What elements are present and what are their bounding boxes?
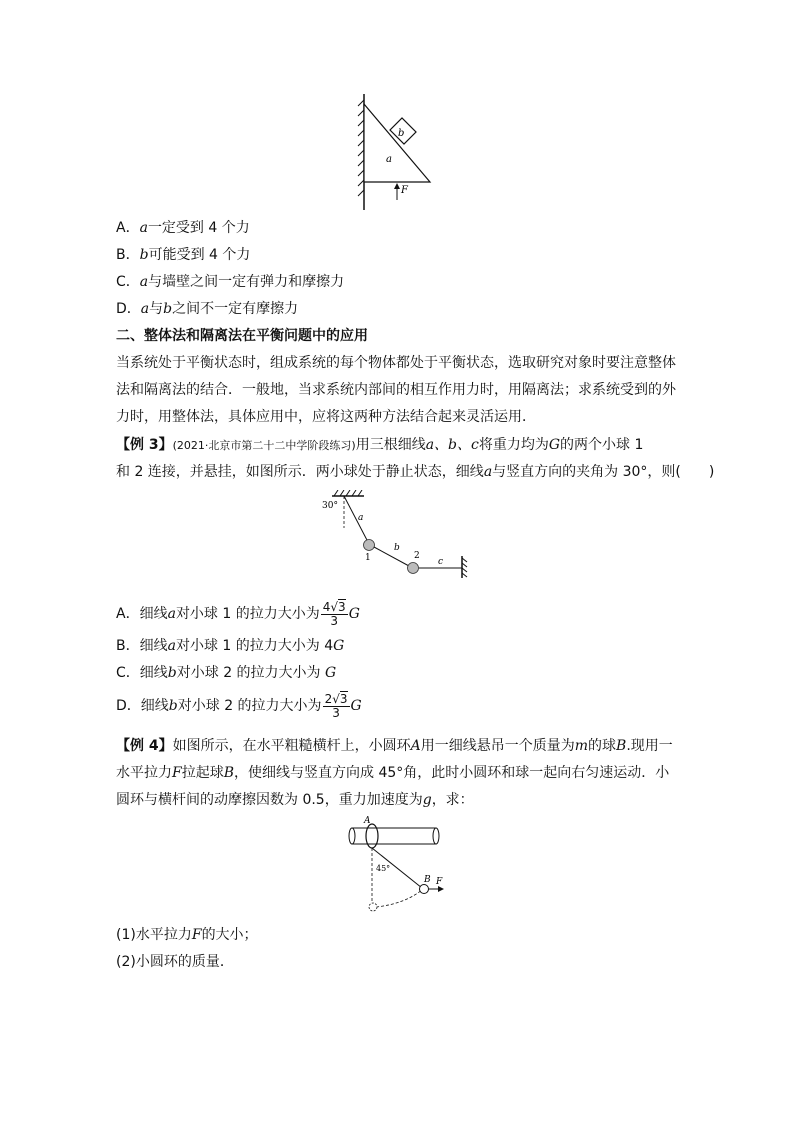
example3-option-b: B．细线a对小球 1 的拉力大小为 4G bbox=[116, 638, 345, 654]
ball-2 bbox=[408, 563, 419, 574]
label-c: c bbox=[438, 557, 444, 567]
label-B: B bbox=[424, 875, 431, 885]
example4-question-2: (2)小圆环的质量． bbox=[116, 954, 234, 970]
label-F: F bbox=[401, 185, 408, 196]
arrowhead bbox=[394, 183, 400, 189]
option-d: D．a与b之间不一定有摩擦力 bbox=[116, 301, 299, 317]
ball-1 bbox=[364, 540, 375, 551]
example4-line1: 【例 4】如图所示，在水平粗糙横杆上，小圆环A用一细线悬吊一个质量为m的球B.现用一 bbox=[116, 738, 673, 754]
string-b bbox=[374, 547, 409, 566]
example3-stem-line1: 【例 3】(2021·北京市第二十二中学阶段练习)用三根细线a、b、c将重力均为G的两个小球 1 bbox=[116, 437, 644, 453]
angle-label: 30° bbox=[322, 501, 338, 511]
option-a: A．a一定受到 4 个力 bbox=[116, 220, 250, 236]
section-para-line3: 力时，用整体法，具体应用中，应将这两种方法结合起来灵活运用． bbox=[116, 409, 536, 425]
label-a: a bbox=[358, 513, 364, 523]
example3-option-a: A．细线a对小球 1 的拉力大小为 $\frac{4√3}{3}$ G bbox=[116, 599, 360, 628]
string-a bbox=[344, 496, 368, 542]
option-b: B．b可能受到 4 个力 bbox=[116, 247, 251, 263]
example4-line2: 水平拉力F拉起球B，使细线与竖直方向成 45°角，此时小圆环和球一起向右匀速运动．小 bbox=[116, 765, 670, 781]
label-a: a bbox=[386, 154, 392, 165]
figure-wedge bbox=[340, 92, 450, 214]
label-ball-2: 2 bbox=[414, 551, 420, 561]
example4-question-1: (1)水平拉力F的大小； bbox=[116, 927, 258, 943]
section-para-line2: 法和隔离法的结合．一般地，当求系统内部间的相互作用力时，用隔离法；求系统受到的外 bbox=[116, 382, 676, 398]
section-heading: 二、整体法和隔离法在平衡问题中的应用 bbox=[116, 328, 368, 344]
example3-stem-line2: 和 2 连接，并悬挂，如图所示．两小球处于静止状态，细线a与竖直方向的夹角为 30°，则( ) bbox=[116, 464, 715, 480]
rod bbox=[352, 828, 436, 844]
example3-option-c: C．细线b对小球 2 的拉力大小为 G bbox=[116, 665, 337, 681]
figure-two-balls bbox=[318, 490, 478, 580]
label-b: b bbox=[394, 543, 400, 553]
example3-option-d: D．细线b对小球 2 的拉力大小为 $\frac{2√3}{3}$ G bbox=[116, 691, 362, 720]
ghost-ball bbox=[369, 903, 377, 911]
rod-left-end bbox=[349, 828, 355, 844]
ceiling-hatching bbox=[334, 490, 362, 496]
wall-hatching bbox=[358, 100, 364, 196]
wedge-a bbox=[364, 104, 430, 182]
label-A: A bbox=[364, 816, 371, 826]
fraction: $\frac{4√3}{3}$ bbox=[322, 599, 346, 628]
label-b: b bbox=[398, 128, 405, 139]
angle-label: 45° bbox=[376, 864, 391, 873]
label-ball-1: 1 bbox=[365, 553, 371, 563]
example4-line3: 圆环与横杆间的动摩擦因数为 0.5，重力加速度为g，求： bbox=[116, 792, 474, 808]
section-para-line1: 当系统处于平衡状态时，组成系统的每个物体都处于平衡状态，选取研究对象时要注意整体 bbox=[116, 355, 676, 371]
fraction: $\frac{2√3}{3}$ bbox=[324, 691, 348, 720]
ball-B bbox=[420, 885, 429, 894]
figure-rod-ring bbox=[342, 816, 446, 916]
rod-right-end bbox=[433, 828, 439, 844]
label-F: F bbox=[436, 877, 443, 887]
option-c: C．a与墙壁之间一定有弹力和摩擦力 bbox=[116, 274, 345, 290]
dashed-arc bbox=[376, 890, 422, 907]
